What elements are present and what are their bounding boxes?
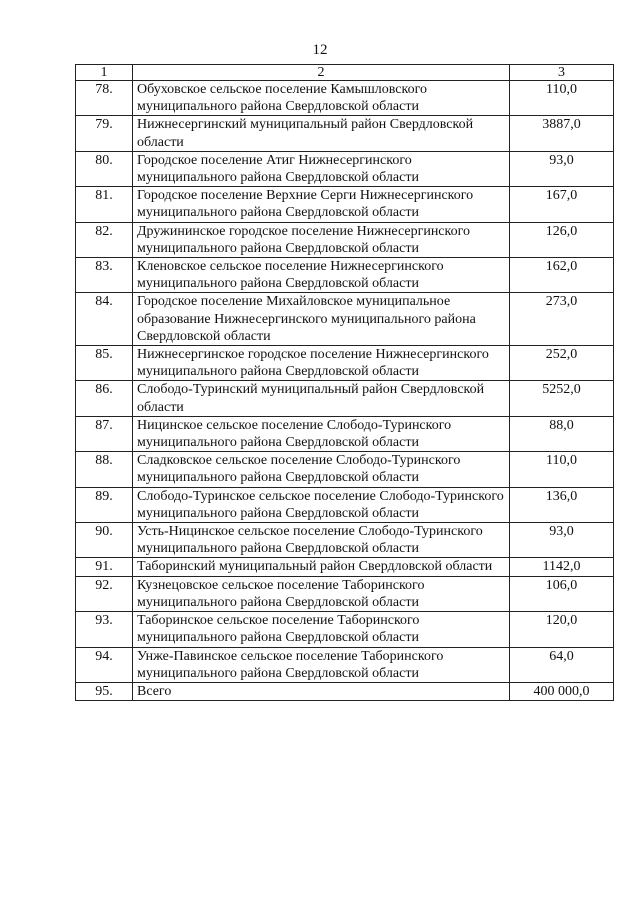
amount-value: 400 000,0 bbox=[510, 682, 614, 700]
table-row bbox=[76, 487, 614, 522]
table-row bbox=[76, 381, 614, 416]
table-row bbox=[76, 576, 614, 611]
column-header-number: 1 bbox=[76, 65, 133, 81]
municipality-name: Ницинское сельское поселение Слободо-Туринского муниципального района Свердловской области bbox=[133, 416, 510, 451]
table-row bbox=[76, 647, 614, 682]
row-number: 89. bbox=[76, 487, 133, 522]
table-row bbox=[76, 558, 614, 576]
column-header-name: 2 bbox=[133, 65, 510, 81]
amount-value: 106,0 bbox=[510, 576, 614, 611]
row-number: 79. bbox=[76, 116, 133, 151]
row-number: 92. bbox=[76, 576, 133, 611]
table-row bbox=[76, 187, 614, 222]
amount-value: 1142,0 bbox=[510, 558, 614, 576]
row-number: 94. bbox=[76, 647, 133, 682]
row-number: 87. bbox=[76, 416, 133, 451]
row-number: 84. bbox=[76, 293, 133, 346]
municipality-name: Слободо-Туринское сельское поселение Слободо-Туринского муниципального района Свердловской области bbox=[133, 487, 510, 522]
municipality-name: Унже-Павинское сельское поселение Таборинского муниципального района Свердловской области bbox=[133, 647, 510, 682]
municipality-name: Дружининское городское поселение Нижнесергинского муниципального района Свердловской области bbox=[133, 222, 510, 257]
municipality-name: Городское поселение Атиг Нижнесергинского муниципального района Свердловской области bbox=[133, 151, 510, 186]
amount-value: 93,0 bbox=[510, 151, 614, 186]
column-header-amount: 3 bbox=[510, 65, 614, 81]
amount-value: 252,0 bbox=[510, 346, 614, 381]
municipality-name: Нижнесергинский муниципальный район Свердловской области bbox=[133, 116, 510, 151]
table-body bbox=[76, 65, 614, 701]
table-row bbox=[76, 151, 614, 186]
amount-value: 126,0 bbox=[510, 222, 614, 257]
amount-value: 88,0 bbox=[510, 416, 614, 451]
row-number: 78. bbox=[76, 81, 133, 116]
amount-value: 273,0 bbox=[510, 293, 614, 346]
table-row bbox=[76, 293, 614, 346]
municipality-name: Сладковское сельское поселение Слободо-Туринского муниципального района Свердловской области bbox=[133, 452, 510, 487]
table-row bbox=[76, 612, 614, 647]
municipality-name: Усть-Ницинское сельское поселение Слободо-Туринского муниципального района Свердловской области bbox=[133, 523, 510, 558]
municipality-name: Нижнесергинское городское поселение Нижнесергинского муниципального района Свердловской области bbox=[133, 346, 510, 381]
table-row bbox=[76, 452, 614, 487]
table-row bbox=[76, 222, 614, 257]
row-number: 82. bbox=[76, 222, 133, 257]
municipality-name: Таборинский муниципальный район Свердловской области bbox=[133, 558, 510, 576]
amount-value: 120,0 bbox=[510, 612, 614, 647]
amount-value: 162,0 bbox=[510, 258, 614, 293]
row-number: 90. bbox=[76, 523, 133, 558]
row-number: 95. bbox=[76, 682, 133, 700]
amount-value: 110,0 bbox=[510, 81, 614, 116]
amount-value: 93,0 bbox=[510, 523, 614, 558]
amount-value: 3887,0 bbox=[510, 116, 614, 151]
table-row bbox=[76, 523, 614, 558]
row-number: 86. bbox=[76, 381, 133, 416]
table-row bbox=[76, 81, 614, 116]
table-row bbox=[76, 416, 614, 451]
municipality-name: Обуховское сельское поселение Камышловского муниципального района Свердловской области bbox=[133, 81, 510, 116]
municipality-name: Таборинское сельское поселение Таборинского муниципального района Свердловской области bbox=[133, 612, 510, 647]
row-number: 81. bbox=[76, 187, 133, 222]
amount-value: 5252,0 bbox=[510, 381, 614, 416]
row-number: 93. bbox=[76, 612, 133, 647]
allocation-table bbox=[75, 64, 614, 701]
row-number: 91. bbox=[76, 558, 133, 576]
table-row bbox=[76, 258, 614, 293]
table-row bbox=[76, 682, 614, 700]
amount-value: 64,0 bbox=[510, 647, 614, 682]
page-number: 12 bbox=[312, 42, 328, 58]
table-header-row bbox=[76, 65, 614, 81]
municipality-name: Слободо-Туринский муниципальный район Свердловской области bbox=[133, 381, 510, 416]
amount-value: 136,0 bbox=[510, 487, 614, 522]
row-number: 80. bbox=[76, 151, 133, 186]
amount-value: 167,0 bbox=[510, 187, 614, 222]
municipality-name: Кузнецовское сельское поселение Таборинского муниципального района Свердловской области bbox=[133, 576, 510, 611]
table-row bbox=[76, 346, 614, 381]
amount-value: 110,0 bbox=[510, 452, 614, 487]
municipality-name: Городское поселение Михайловское муниципальное образование Нижнесергинского муниципального района Свердловской области bbox=[133, 293, 510, 346]
municipality-name: Кленовское сельское поселение Нижнесергинского муниципального района Свердловской области bbox=[133, 258, 510, 293]
row-number: 83. bbox=[76, 258, 133, 293]
municipality-name: Всего bbox=[133, 682, 510, 700]
table-row bbox=[76, 116, 614, 151]
row-number: 85. bbox=[76, 346, 133, 381]
municipality-name: Городское поселение Верхние Серги Нижнесергинского муниципального района Свердловской области bbox=[133, 187, 510, 222]
row-number: 88. bbox=[76, 452, 133, 487]
